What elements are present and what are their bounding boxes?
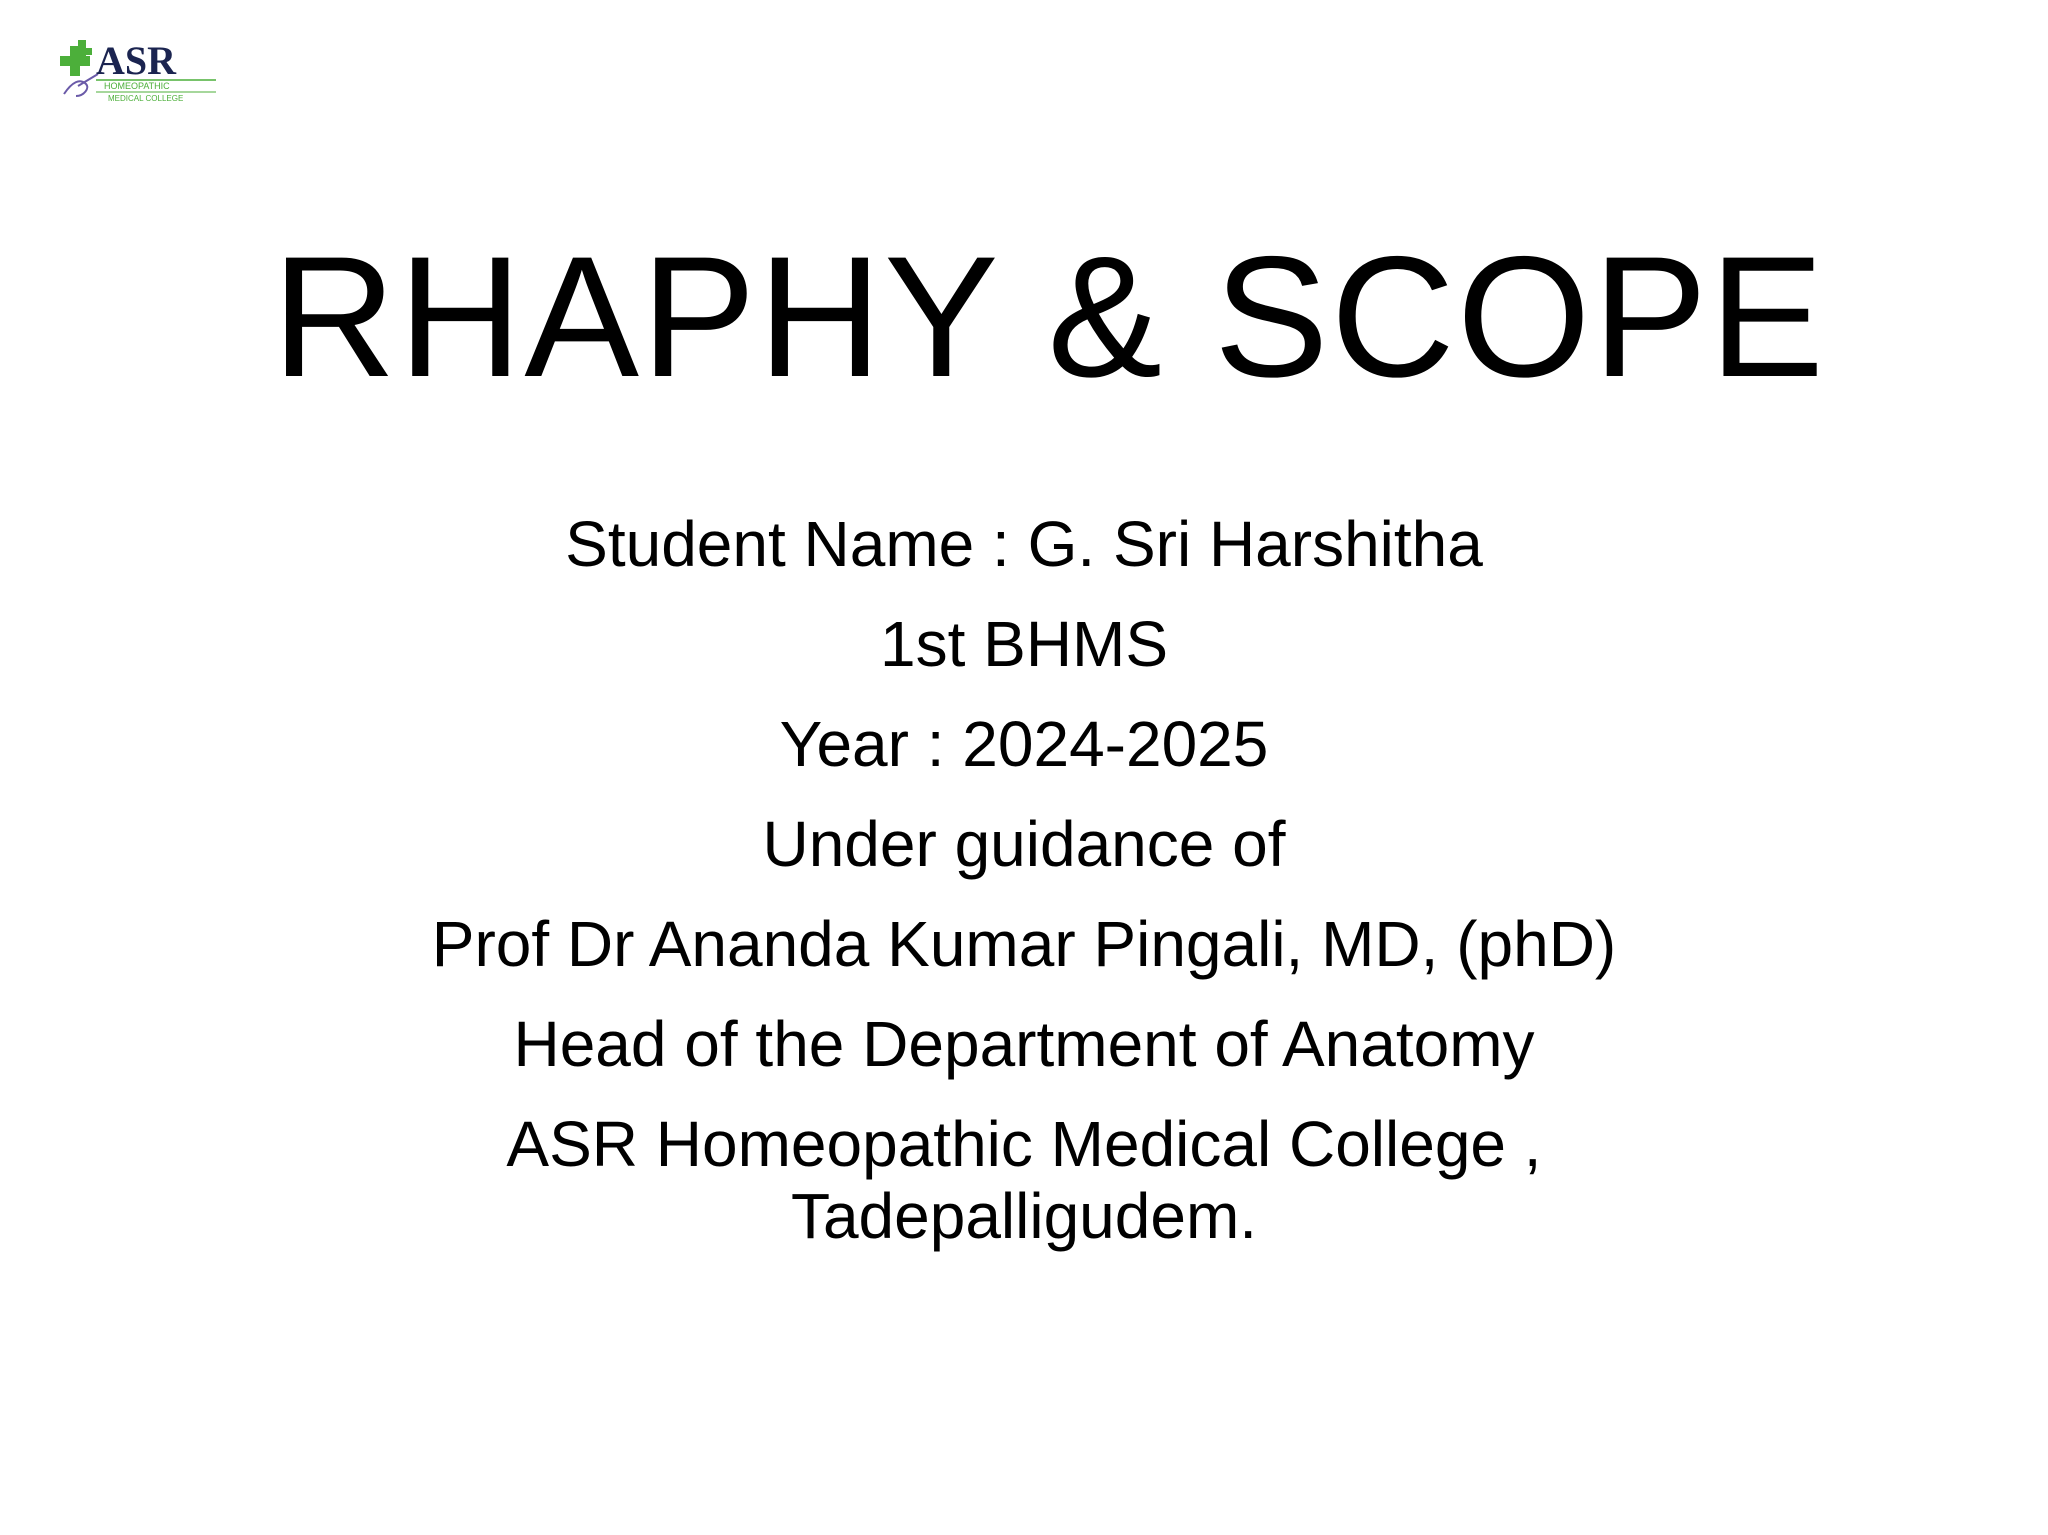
slide-details [0, 508, 2048, 1252]
college-name-line-1: ASR Homeopathic Medical College , [506, 1108, 1542, 1180]
student-name: Student Name : G. Sri Harshitha [565, 508, 1483, 580]
logo-main-text: ASR [96, 38, 177, 83]
college-logo [58, 26, 218, 106]
department-name: Head of the Department of Anatomy [513, 1008, 1535, 1080]
college-name-line-2: Tadepalligudem. [790, 1180, 1258, 1252]
asr-logo-icon [58, 26, 218, 106]
logo-cross-icon [60, 40, 92, 76]
course-name: 1st BHMS [879, 608, 1169, 680]
academic-year: Year : 2024-2025 [779, 708, 1269, 780]
college-name [0, 1108, 2048, 1252]
logo-sub-text-1: HOMEOPATHIC [104, 81, 170, 91]
guidance-label: Under guidance of [762, 808, 1286, 880]
guide-name: Prof Dr Ananda Kumar Pingali, MD, (phD) [431, 908, 1617, 980]
slide-title: RHAPHY & SCOPE [271, 221, 1827, 413]
logo-sub-text-2: MEDICAL COLLEGE [108, 94, 184, 103]
